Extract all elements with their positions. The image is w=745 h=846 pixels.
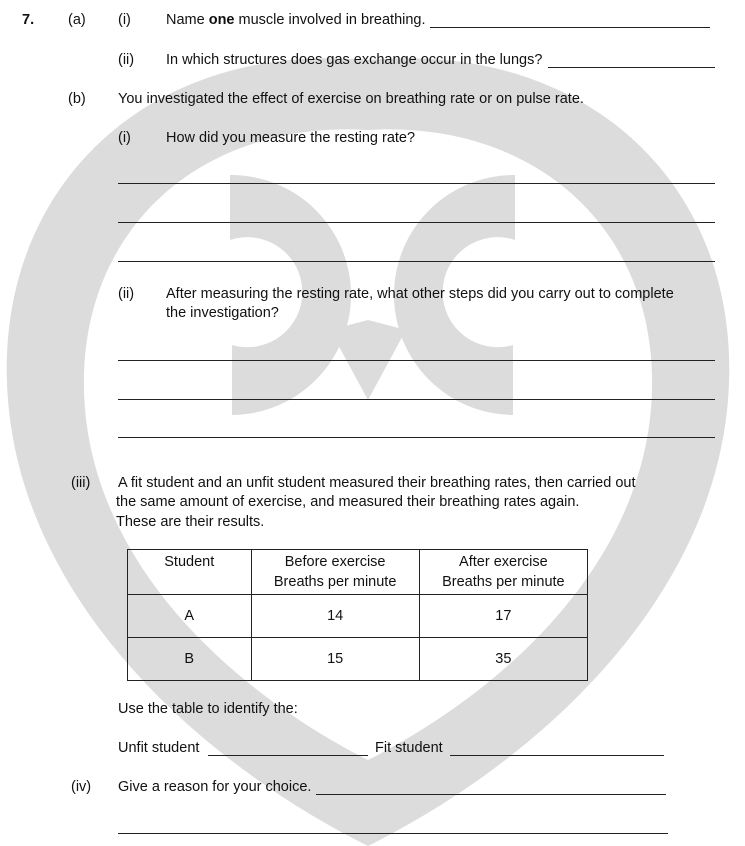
- part-b-i-label: (i): [118, 130, 131, 146]
- header-after-line2: Breaths per minute: [442, 574, 565, 590]
- part-a-i-text-before: Name: [166, 12, 209, 28]
- results-table: [127, 549, 588, 681]
- part-b-iii-text-line3: These are their results.: [116, 514, 265, 530]
- question-number: 7.: [22, 12, 35, 28]
- answer-line-iv-2[interactable]: [118, 833, 668, 834]
- answer-line-b-ii-1[interactable]: [118, 360, 715, 361]
- table-header-student: [128, 550, 252, 595]
- part-a-ii-label: (ii): [118, 52, 135, 68]
- part-b-iii-label: (iii): [71, 475, 91, 491]
- part-b-ii-question-line1: After measuring the resting rate, what other steps did you carry out to complete: [166, 286, 674, 302]
- answer-line-iv-1[interactable]: [316, 794, 666, 795]
- part-b-i-question: How did you measure the resting rate?: [166, 130, 416, 146]
- table-cell-student: B: [128, 638, 252, 681]
- header-after-line1: After exercise: [459, 554, 548, 570]
- answer-line-b-i-3[interactable]: [118, 261, 715, 262]
- fit-student-label: Fit student: [375, 740, 443, 756]
- part-b-iv-label: (iv): [71, 779, 92, 795]
- table-cell-before: 15: [251, 638, 419, 681]
- table-cell-student: A: [128, 595, 252, 638]
- part-a-i-text-after: muscle involved in breathing.: [234, 12, 426, 28]
- table-header-row: [128, 550, 588, 595]
- answer-line-a-i[interactable]: [430, 27, 710, 28]
- header-student-text: Student: [164, 554, 215, 570]
- part-a-label: (a): [68, 12, 86, 28]
- table-row: [128, 638, 588, 681]
- part-b-ii-label: (ii): [118, 286, 135, 302]
- part-b-iii-text-line2: the same amount of exercise, and measured their breathing rates again.: [116, 494, 580, 510]
- part-b-iv-question: Give a reason for your choice.: [118, 779, 312, 795]
- answer-line-b-i-2[interactable]: [118, 222, 715, 223]
- answer-line-a-ii[interactable]: [548, 67, 715, 68]
- part-a-i-label: (i): [118, 12, 131, 28]
- answer-line-b-ii-2[interactable]: [118, 399, 715, 400]
- part-b-intro: You investigated the effect of exercise on breathing rate or on pulse rate.: [118, 91, 584, 107]
- part-b-label: (b): [68, 91, 86, 107]
- table-cell-after: 17: [419, 595, 587, 638]
- table-header-after: [419, 550, 587, 595]
- table-cell-after: 35: [419, 638, 587, 681]
- answer-line-b-i-1[interactable]: [118, 183, 715, 184]
- part-b-ii-question-line2: the investigation?: [166, 305, 279, 321]
- header-before-line2: Breaths per minute: [273, 574, 397, 590]
- answer-line-fit-student[interactable]: [450, 755, 664, 756]
- part-a-ii-question: In which structures does gas exchange occur in the lungs?: [166, 52, 543, 68]
- answer-line-b-ii-3[interactable]: [118, 437, 715, 438]
- table-row: [128, 595, 588, 638]
- identify-prompt: Use the table to identify the:: [118, 701, 298, 717]
- answer-line-unfit-student[interactable]: [208, 755, 368, 756]
- part-a-i-question: [166, 11, 426, 29]
- part-b-iii-text-line1: A fit student and an unfit student measured their breathing rates, then carried out: [118, 475, 636, 491]
- part-a-i-text-bold: one: [208, 12, 235, 28]
- table-cell-before: 14: [251, 595, 419, 638]
- unfit-student-label: Unfit student: [118, 740, 200, 756]
- header-before-line1: Before exercise: [284, 554, 386, 570]
- table-header-before: [251, 550, 419, 595]
